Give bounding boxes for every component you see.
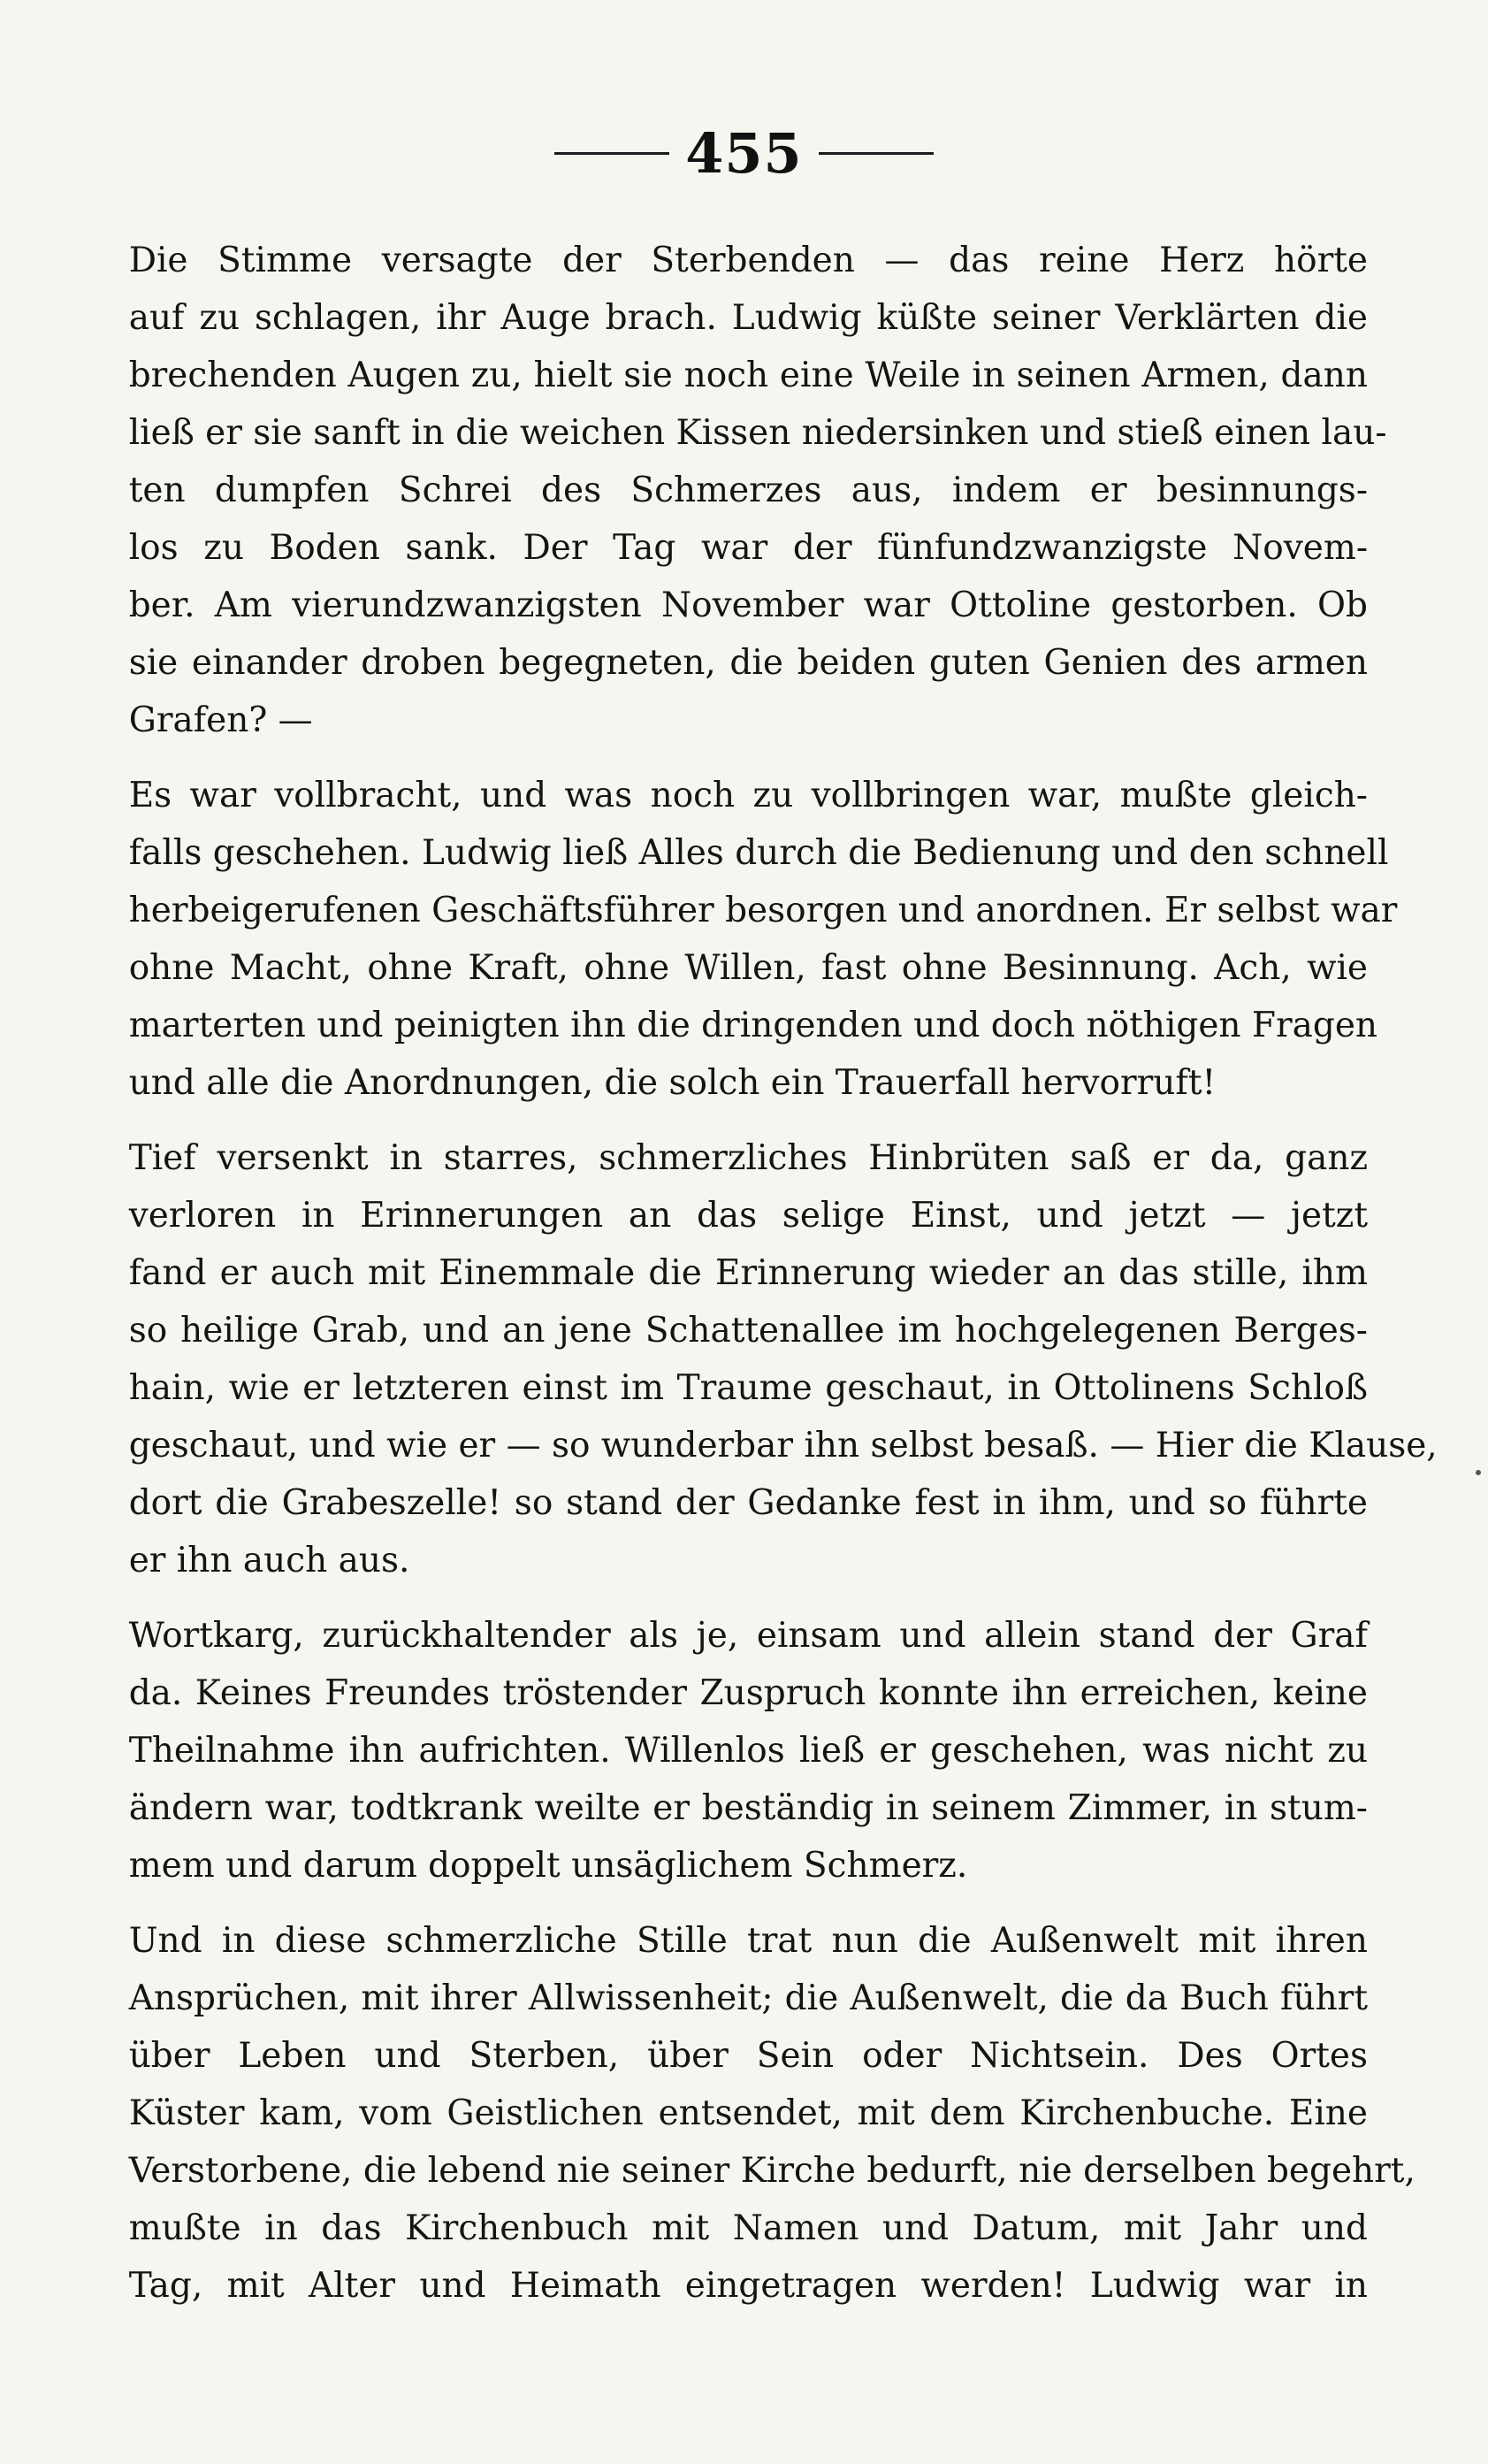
- text-line: dort die Grabeszelle! so stand der Gedanke fest in ihm, und so führte: [128, 1483, 1368, 1523]
- text-line: mem und darum doppelt unsäglichem Schmerz.: [128, 1846, 968, 1886]
- right-header-rule: [819, 152, 934, 155]
- text-line: Küster kam, vom Geistlichen entsendet, mit dem Kirchenbuche. Eine: [128, 2093, 1368, 2133]
- text-line: hain, wie er letzteren einst im Traume geschaut, in Ottolinens Schloß: [128, 1368, 1368, 1408]
- text-line: falls geschehen. Ludwig ließ Alles durch die Bedienung und den schnell: [128, 833, 1389, 873]
- text-line: brechenden Augen zu, hielt sie noch eine Weile in seinen Armen, dann: [128, 356, 1368, 395]
- print-speck: [1476, 1470, 1481, 1475]
- text-line: auf zu schlagen, ihr Auge brach. Ludwig küßte seiner Verklärten die: [128, 298, 1368, 338]
- text-line: mußte in das Kirchenbuch mit Namen und Datum, mit Jahr und: [128, 2208, 1368, 2248]
- text-line: sie einander droben begegneten, die beiden guten Genien des armen: [128, 643, 1368, 683]
- text-line: verloren in Erinnerungen an das selige Einst, und jetzt — jetzt: [128, 1196, 1368, 1236]
- paragraph-4: [84, 1607, 1368, 1894]
- text-line: ber. Am vierundzwanzigsten November war Ottoline gestorben. Ob: [128, 585, 1368, 625]
- paragraph-1: [84, 232, 1387, 749]
- text-line: ließ er sie sanft in die weichen Kissen niedersinken und stieß einen lau-: [128, 413, 1387, 453]
- text-line: so heilige Grab, und an jene Schattenallee im hochgelegenen Berges-: [128, 1311, 1368, 1351]
- paragraph-5: [84, 1912, 1416, 2315]
- text-line: Verstorbene, die lebend nie seiner Kirche bedurft, nie derselben begehrt,: [128, 2151, 1416, 2191]
- text-line: und alle die Anordnungen, die solch ein Trauerfall hervorruft!: [128, 1063, 1217, 1103]
- text-line: ten dumpfen Schrei des Schmerzes aus, indem er besinnungs-: [128, 471, 1368, 510]
- text-line: Wortkarg, zurückhaltender als je, einsam und allein stand der Graf: [128, 1616, 1368, 1656]
- text-line: Die Stimme versagte der Sterbenden — das reine Herz hörte: [128, 241, 1368, 280]
- text-line: geschaut, und wie er — so wunderbar ihn selbst besaß. — Hier die Klause,: [128, 1426, 1438, 1465]
- left-header-rule: [554, 152, 669, 155]
- page-number: 455: [685, 120, 803, 186]
- text-line: herbeigerufenen Geschäftsführer besorgen und anordnen. Er selbst war: [128, 891, 1398, 930]
- body-text: [84, 232, 1438, 2332]
- paragraph-2: [84, 767, 1398, 1112]
- text-line: los zu Boden sank. Der Tag war der fünfundzwanzigste Novem-: [128, 528, 1368, 568]
- text-line: Ansprüchen, mit ihrer Allwissenheit; die Außenwelt, die da Buch führt: [128, 1978, 1368, 2018]
- text-line: da. Keines Freundes tröstender Zuspruch konnte ihn erreichen, keine: [128, 1673, 1368, 1713]
- text-line: Es war vollbracht, und was noch zu vollbringen war, mußte gleich-: [128, 776, 1368, 815]
- paragraph-3: [84, 1129, 1438, 1589]
- text-line: Tag, mit Alter und Heimath eingetragen werden! Ludwig war in: [128, 2266, 1368, 2306]
- text-line: fand er auch mit Einemmale die Erinnerung wieder an das stille, ihm: [128, 1253, 1368, 1293]
- page-header: [0, 113, 1488, 193]
- text-line: ohne Macht, ohne Kraft, ohne Willen, fast ohne Besinnung. Ach, wie: [128, 948, 1368, 988]
- text-line: Grafen? —: [128, 700, 313, 740]
- text-line: Tief versenkt in starres, schmerzliches Hinbrüten saß er da, ganz: [128, 1138, 1368, 1178]
- text-line: Theilnahme ihn aufrichten. Willenlos ließ er geschehen, was nicht zu: [128, 1731, 1368, 1771]
- text-line: marterten und peinigten ihn die dringenden und doch nöthigen Fragen: [128, 1006, 1378, 1045]
- text-line: ändern war, todtkrank weilte er beständig in seinem Zimmer, in stum-: [128, 1788, 1368, 1828]
- text-line: Und in diese schmerzliche Stille trat nun die Außenwelt mit ihren: [128, 1921, 1368, 1961]
- text-line: er ihn auch aus.: [128, 1541, 410, 1580]
- text-line: über Leben und Sterben, über Sein oder Nichtsein. Des Ortes: [128, 2036, 1368, 2076]
